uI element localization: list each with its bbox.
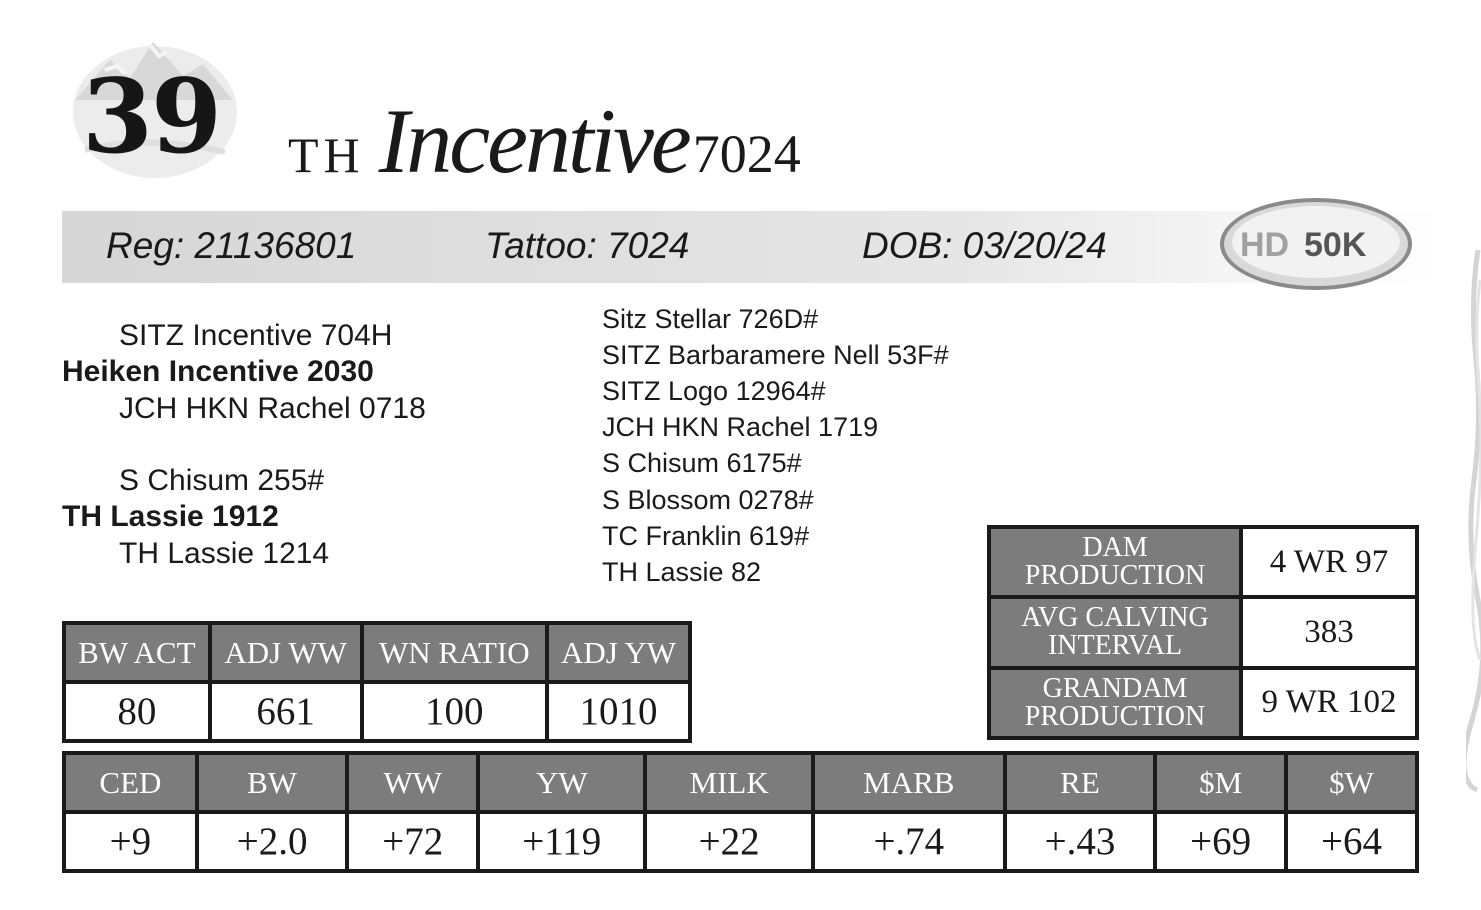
epd-header: BW (197, 753, 347, 812)
weights-value: 661 (210, 682, 362, 741)
weights-header-row (64, 623, 690, 682)
epd-header: CED (64, 753, 197, 812)
sire: Heiken Incentive 2030 (62, 355, 374, 388)
epd-header: MILK (645, 753, 813, 812)
registration-number: Reg: 21136801 (106, 225, 357, 266)
third-gen-ancestor: S Chisum 6175# (602, 448, 802, 478)
dam-stat-value: 383 (1241, 597, 1417, 667)
third-gen-ancestor: Sitz Stellar 726D# (602, 304, 819, 334)
date-of-birth: DOB: 03/20/24 (862, 225, 1107, 266)
dam-stat-row (989, 668, 1417, 738)
dam-stat-label: GRANDAM PRODUCTION (989, 668, 1241, 738)
dam-stat-row (989, 597, 1417, 667)
weights-value: 1010 (547, 682, 690, 741)
epd-value: +22 (645, 812, 813, 871)
epd-header: $W (1286, 753, 1417, 812)
epd-value: +2.0 (197, 812, 347, 871)
dam-stat-value: 9 WR 102 (1241, 668, 1417, 738)
third-gen-ancestor: SITZ Logo 12964# (602, 376, 826, 406)
epd-header: YW (478, 753, 645, 812)
name-number: 7024 (692, 124, 801, 184)
weights-header: ADJ YW (547, 623, 690, 682)
dam-stat-label: AVG CALVING INTERVAL (989, 597, 1241, 667)
epd-value: +.43 (1005, 812, 1155, 871)
sire-sire: SITZ Incentive 704H (119, 319, 393, 352)
animal-name (288, 88, 801, 194)
badge-hd-text: HD (1240, 226, 1290, 264)
epd-header: $M (1155, 753, 1286, 812)
name-script: Incentive (378, 90, 689, 192)
weights-header: BW ACT (64, 623, 210, 682)
weights-value-row (64, 682, 690, 741)
epd-value: +64 (1286, 812, 1417, 871)
dam-stat-value: 4 WR 97 (1241, 527, 1417, 597)
hd50k-badge (1218, 196, 1414, 292)
epd-header-row (64, 753, 1417, 812)
epd-value: +69 (1155, 812, 1286, 871)
third-gen-ancestor: TH Lassie 82 (602, 557, 762, 587)
dam: TH Lassie 1912 (62, 500, 279, 533)
edge-texture-decoration (1466, 240, 1481, 800)
weights-value: 80 (64, 682, 210, 741)
epd-table (62, 751, 1419, 873)
weights-value: 100 (362, 682, 548, 741)
epd-header: WW (347, 753, 478, 812)
epd-value: +72 (347, 812, 478, 871)
epd-header: MARB (813, 753, 1005, 812)
weights-header: ADJ WW (210, 623, 362, 682)
name-prefix: TH (288, 127, 365, 183)
epd-value: +119 (478, 812, 645, 871)
third-gen-ancestor: SITZ Barbaramere Nell 53F# (602, 340, 949, 370)
epd-header: RE (1005, 753, 1155, 812)
third-gen-ancestor: S Blossom 0278# (602, 485, 814, 515)
weights-table (62, 621, 692, 743)
badge-50k-text: 50K (1304, 226, 1367, 264)
epd-value: +9 (64, 812, 197, 871)
tattoo: Tattoo: 7024 (485, 225, 690, 266)
dam-stat-row (989, 527, 1417, 597)
dam-dam: TH Lassie 1214 (119, 537, 330, 570)
dam-sire: S Chisum 255# (119, 464, 325, 497)
epd-value-row (64, 812, 1417, 871)
third-gen-ancestor: JCH HKN Rachel 1719 (602, 412, 879, 442)
weights-header: WN RATIO (362, 623, 548, 682)
lot-number: 39 (82, 57, 220, 177)
dam-production-table (987, 525, 1419, 740)
third-gen-ancestor: TC Franklin 619# (602, 521, 810, 551)
sire-dam: JCH HKN Rachel 0718 (119, 392, 426, 425)
epd-value: +.74 (813, 812, 1005, 871)
dam-stat-label: DAM PRODUCTION (989, 527, 1241, 597)
